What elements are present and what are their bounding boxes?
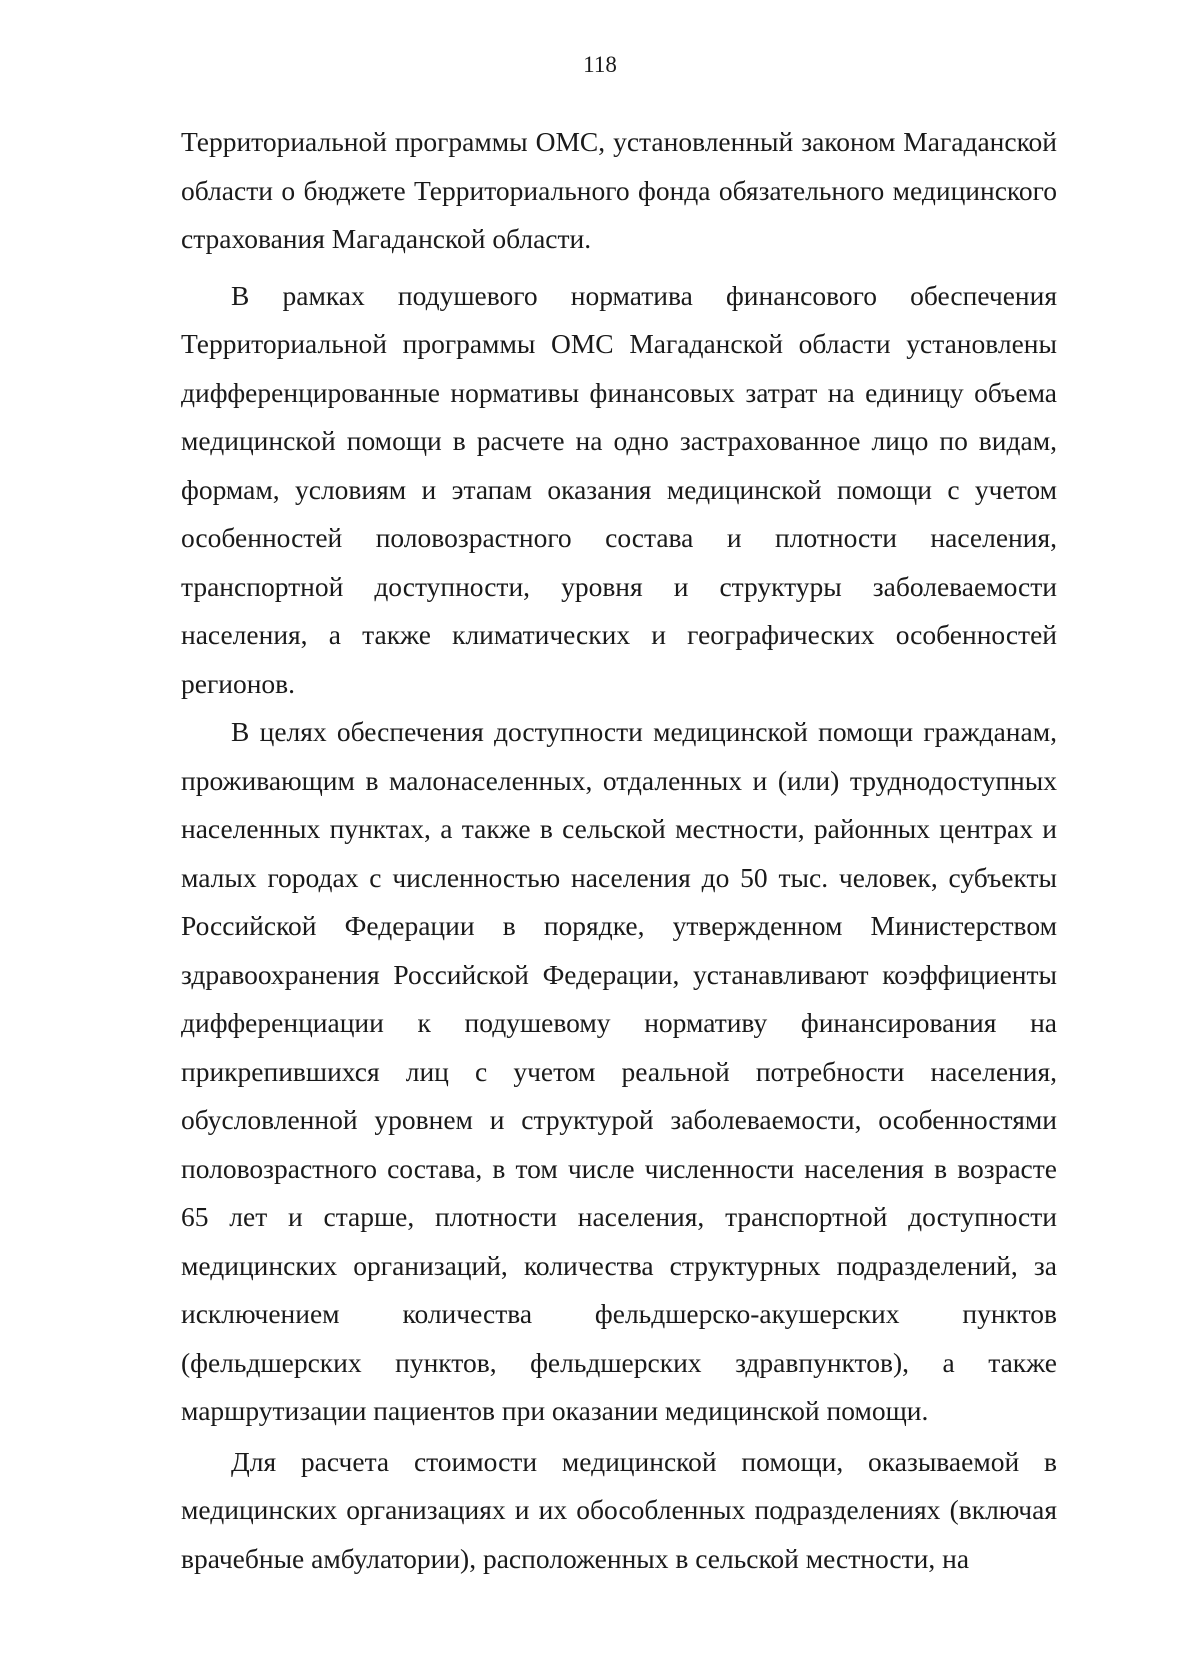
paragraph-continuation: Территориальной программы ОМС, установленный законом Магаданской области о бюджете Территориального фонда обязательного медицинского страхования Магаданской области.: [181, 126, 1057, 254]
paragraph-accessibility: В целях обеспечения доступности медицинской помощи гражданам, проживающим в малонаселенных, отдаленных и (или) труднодоступных населенных пунктах, а также в сельской местности, районных центрах и малых городах с численностью населения до 50 тыс. человек, субъекты Российской Федерации в порядке, утвержденном Министерством здравоохранения Российской Федерации, устанавливают коэффициенты дифференциации к подушевому нормативу финансирования на прикрепившихся лиц с учетом реальной потребности населения, обусловленной уровнем и структурой заболеваемости, особенностями половозрастного состава, в том числе численности населения в возрасте 65 лет и старше, плотности населения, транспортной доступности медицинских организаций, количества структурных подразделений, за исключением количества фельдшерско-акушерских пунктов (фельдшерских пунктов, фельдшерских здравпунктов), а также маршрутизации пациентов при оказании медицинской помощи.: [181, 716, 1057, 1426]
body-text: [181, 118, 1057, 1583]
paragraph-per-capita-norms: В рамках подушевого норматива финансового обеспечения Территориальной программы ОМС Магаданской области установлены дифференцированные нормативы финансовых затрат на единицу объема медицинской помощи в расчете на одно застрахованное лицо по видам, формам, условиям и этапам оказания медицинской помощи с учетом особенностей половозрастного состава и плотности населения, транспортной доступности, уровня и структуры заболеваемости населения, а также климатических и географических особенностей регионов.: [181, 279, 1057, 699]
paragraph-rural-cost: Для расчета стоимости медицинской помощи, оказываемой в медицинских организациях и их обособленных подразделениях (включая врачебные амбулатории), расположенных в сельской местности, на: [181, 1445, 1057, 1574]
page-number: 118: [583, 52, 617, 77]
